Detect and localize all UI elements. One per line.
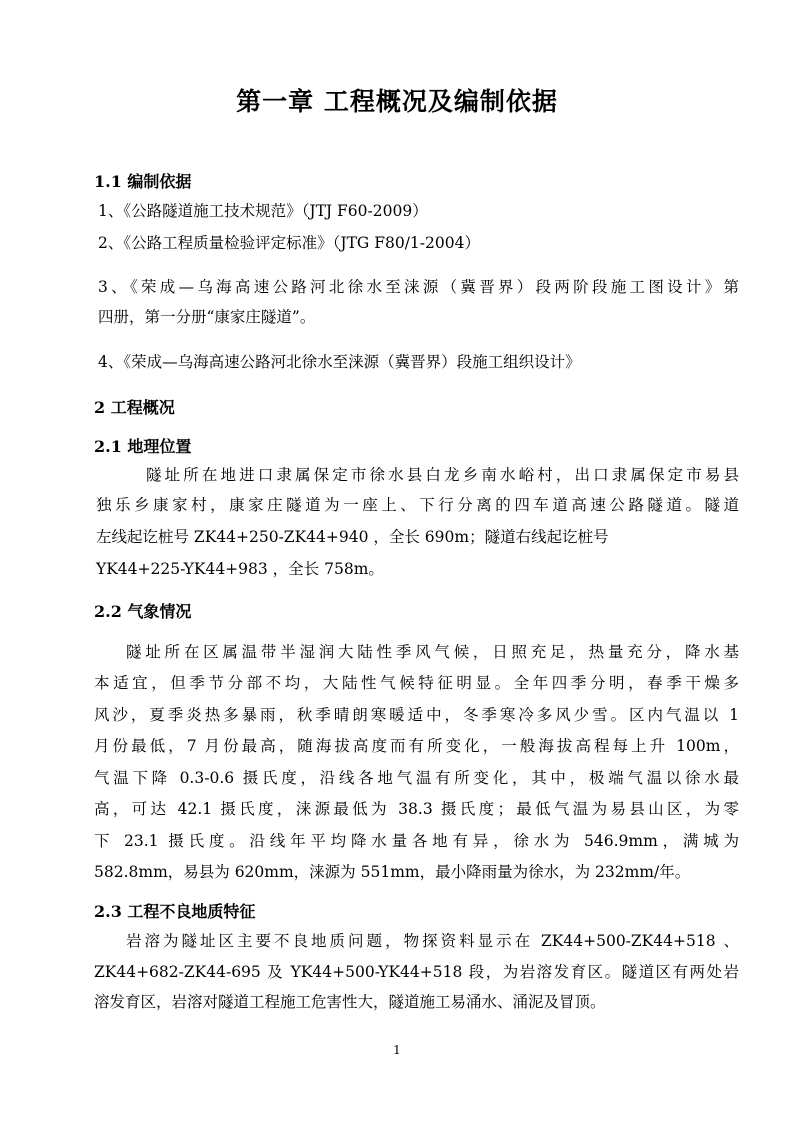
location-line-3: 左线起讫桩号 ZK44+250-ZK44+940 ，全长 690m；隧道右线起讫桩号	[96, 528, 609, 546]
section-heading-2: 2 工程概况	[94, 398, 175, 417]
climate-line-2: 本适宜，但季节分部不均，大陆性气候特征明显。全年四季分明，春季干燥多	[94, 674, 739, 692]
location-line-2: 独乐乡康家村，康家庄隧道为一座上、下行分离的四车道高速公路隧道。隧道	[96, 496, 739, 514]
section-heading-2-2: 2.2 气象情况	[94, 602, 192, 621]
location-line-4: YK44+225-YK44+983 ，全长 758m。	[96, 560, 384, 578]
climate-line-1: 隧址所在区属温带半湿润大陆性季风气候，日照充足，热量充分，降水基	[126, 643, 739, 661]
geology-line-3: 溶发育区，岩溶对隧道工程施工危害性大，隧道施工易涌水、涌泥及冒顶。	[94, 993, 606, 1011]
climate-line-5: 气温下降 0.3-0.6 摄氏度，沿线各地气温有所变化，其中，极端气温以徐水最	[94, 769, 739, 787]
section-heading-2-1: 2.1 地理位置	[94, 437, 192, 456]
climate-line-7: 下 23.1 摄氏度。沿线年平均降水量各地有异，徐水为 546.9mm，满城为	[94, 832, 739, 850]
climate-line-3: 风沙，夏季炎热多暴雨，秋季晴朗寒暖适中，冬季寒冷多风少雪。区内气温以 1	[94, 706, 739, 724]
climate-line-8: 582.8mm，易县为 620mm，涞源为 551mm，最小降雨量为徐水，为 232mm/年。	[94, 863, 691, 881]
basis-item-1: 1、《公路隧道施工技术规范》（JTJ F60-2009）	[98, 202, 428, 220]
section-heading-2-3: 2.3 工程不良地质特征	[94, 902, 256, 921]
basis-item-3-line-2: 四册，第一分册“康家庄隧道”。	[98, 308, 316, 326]
climate-line-6: 高，可达 42.1 摄氏度，涞源最低为 38.3 摄氏度；最低气温为易县山区，为零	[94, 800, 739, 818]
section-heading-1-1: 1.1 编制依据	[94, 172, 192, 191]
location-line-1: 隧址所在地进口隶属保定市徐水县白龙乡南水峪村，出口隶属保定市易县	[146, 466, 739, 484]
climate-line-4: 月份最低，7 月份最高，随海拔高度而有所变化，一般海拔高程每上升 100m，	[94, 737, 739, 755]
page-title: 第一章 工程概况及编制依据	[236, 87, 558, 116]
basis-item-4: 4、《荣成—乌海高速公路河北徐水至涞源（冀晋界）段施工组织设计》	[98, 353, 581, 371]
basis-item-2: 2、《公路工程质量检验评定标准》（JTG F80/1-2004）	[98, 234, 480, 252]
basis-item-3-line-1: 3、《荣成—乌海高速公路河北徐水至涞源（冀晋界）段两阶段施工图设计》第	[98, 278, 739, 296]
geology-line-2: ZK44+682-ZK44-695 及 YK44+500-YK44+518 段，为岩溶发育区。隧道区有两处岩	[94, 963, 739, 981]
page-number: 1	[393, 1043, 401, 1057]
geology-line-1: 岩溶为隧址区主要不良地质问题，物探资料显示在 ZK44+500-ZK44+518 、	[126, 932, 739, 950]
